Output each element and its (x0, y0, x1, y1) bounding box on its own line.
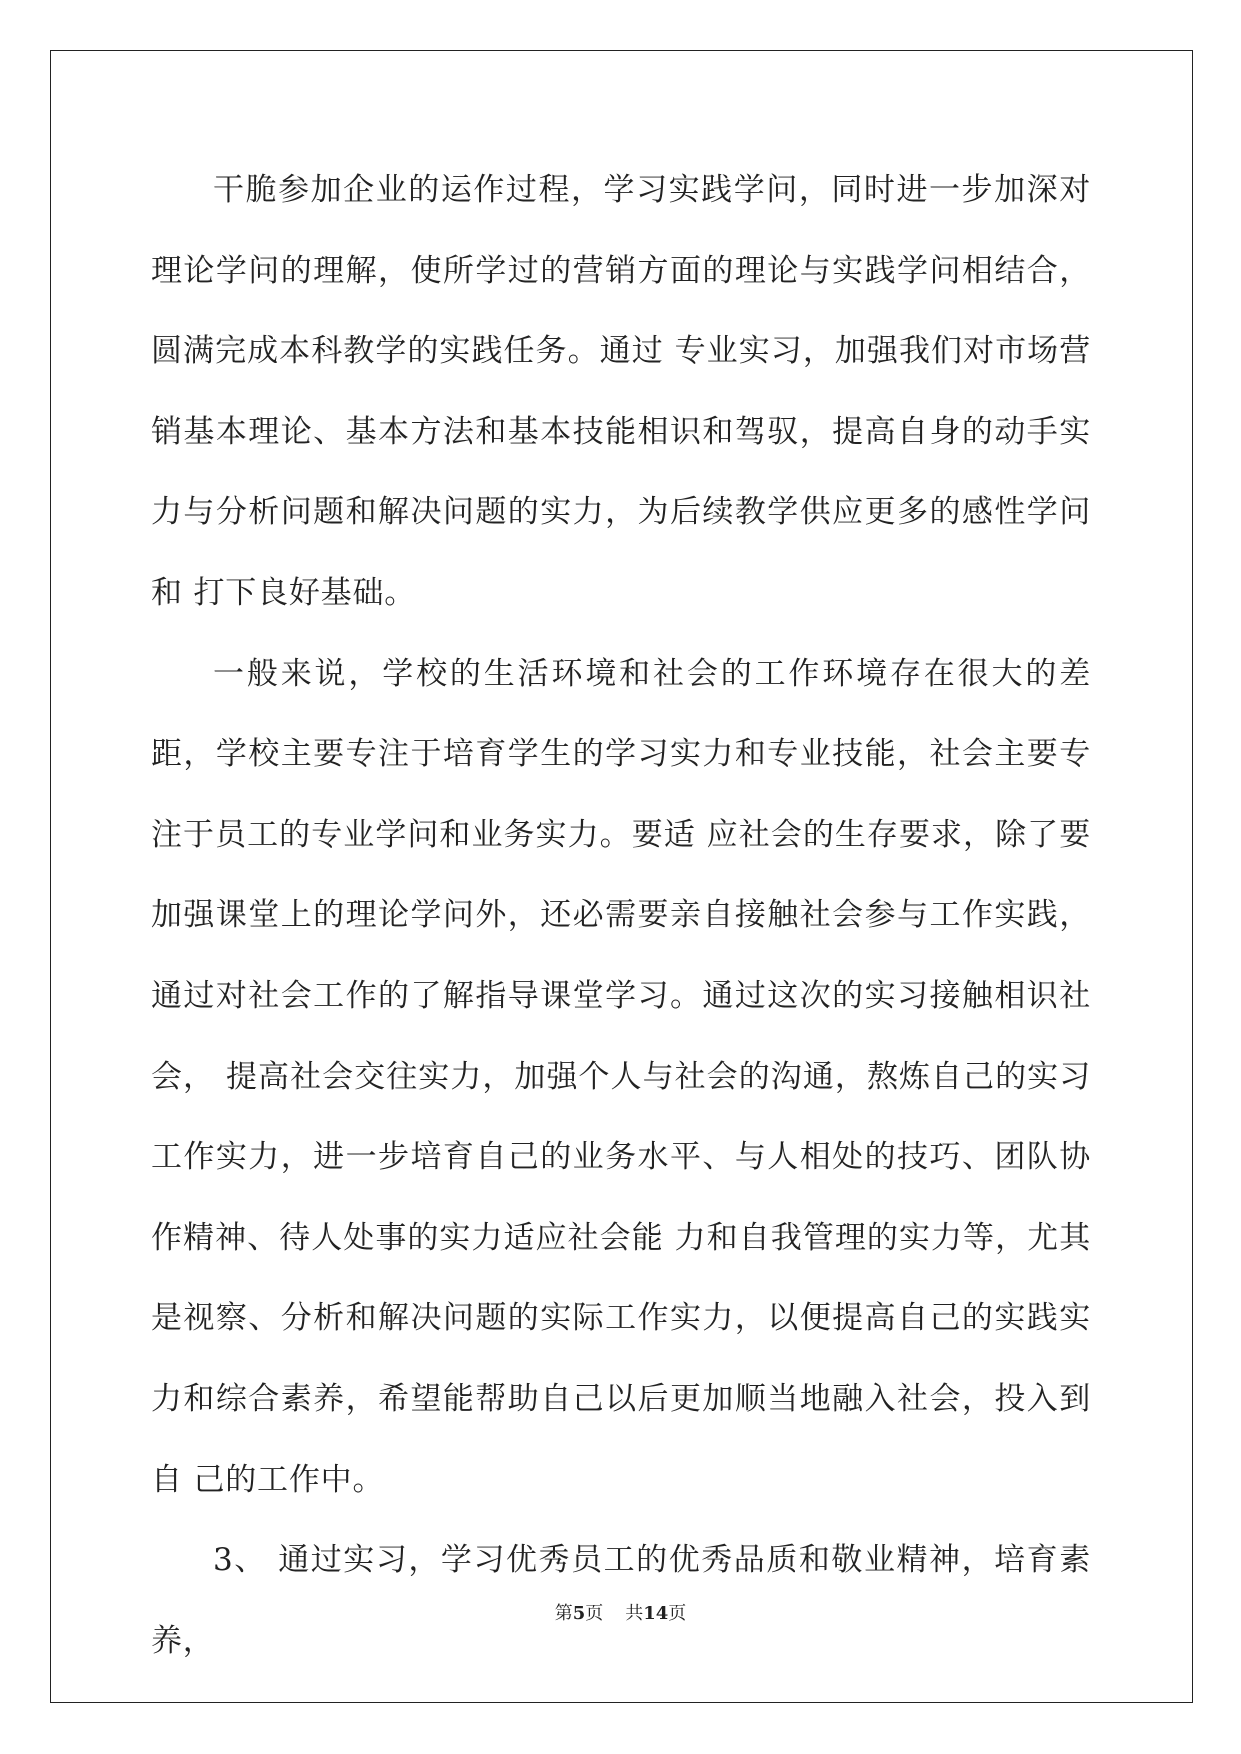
footer-total-unit: 页 (668, 1603, 687, 1624)
footer-prefix: 第 (554, 1603, 573, 1624)
document-body (151, 150, 1091, 1681)
paragraph-2: 一般来说，学校的生活环境和社会的工作环境存在很大的差距，学校主要专注于培育学生的学习实力和专业技能，社会主要专注于员工的专业学问和业务实力。要适 应社会的生存要求，除了要加强课堂上的理论学问外，还必需要亲自接触社会参与工作实践，通过对社会工作的了解指导课堂学习。通过这次的实习接触相识社会， 提高社会交往实力，加强个人与社会的沟通，熬炼自己的实习工作实力，进一步培育自己的业务水平、与人相处的技巧、团队协作精神、待人处事的实力适应社会能 力和自我管理的实力等，尤其是视察、分析和解决问题的实际工作实力，以便提高自己的实践实力和综合素养，希望能帮助自己以后更加顺当地融入社会，投入到自 己的工作中。 (151, 655, 1091, 1498)
total-pages: 14 (643, 1603, 669, 1624)
paragraph-1: 干脆参加企业的运作过程，学习实践学问，同时进一步加深对理论学问的理解，使所学过的营销方面的理论与实践学问相结合，圆满完成本科教学的实践任务。通过 专业实习，加强我们对市场营销基本理论、基本方法和基本技能相识和驾驭，提高自身的动手实力与分析问题和解决问题的实力，为后续教学供应更多的感性学问和 打下良好基础。 (151, 172, 1091, 611)
page-footer (0, 1599, 1241, 1625)
footer-page-unit: 页 (585, 1603, 604, 1624)
footer-total-prefix: 共 (625, 1603, 644, 1624)
paragraph-3: 3、 通过实习，学习优秀员工的优秀品质和敬业精神，培育素养， (151, 1542, 1091, 1659)
page-number: 5 (572, 1603, 586, 1624)
